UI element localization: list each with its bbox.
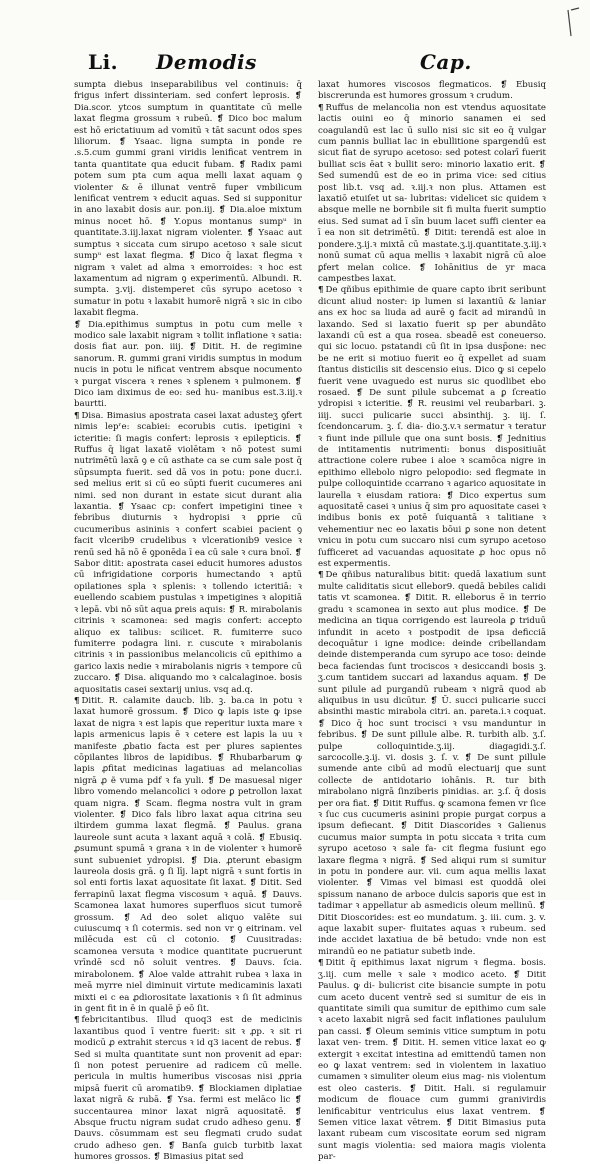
right-text-column <box>318 80 546 1163</box>
paragraph: ¶ Disa. Bimasius apostrata casei laxat adusteʒ ꝯfert nimis lepʳe: scabiei: ecorubis cutis. ipetigini ꝛ icteritie: ſi magis confert: leprosis ꝛ epilepticis. ❡ Ruffus q̄ ligat laxatē violētam ꝛ nō potest sumi nutrimētū laxā ꝯ e cū asthate ca se cum sale post q̄ sūpsumpta fuerit. sed dā vos in potu: pone ducr.i. sed melius erit si cū eo sūpti fuerit cucumeres ani nimi. sed non durant in estate sicut durant alia laxantia. ❡ Ysaac cp: confert impetigini tinee ꝛ febribus diuturnis ꝛ hydropisi ꝛ ꝑprie cū cucumeribus asininis ꝛ confert scabiei pacient ꝯ facit vlcerib9 crudelibus ꝛ vlcerationib9 vesice ꝛ renū sed hā nō ē ꝯponēda ī ea cū sale ꝛ cura bnoī. ❡ Sabor ditit: apostrata casei educit humores adustos cū infrigidatione corporis humectando ꝛ aptū opilationes spla ꝛ splenis: ꝛ tollendo icteritiā: ꝛ euellendo scabiem pustulas ꝛ impetigines ꝛ alopitiā ꝛ lepā. vbi nō sūt aqua ꝑreis aquis: ❡ R. mirabolanis citrinis ꝛ scamonea: sed magis confert: accepto aliquo ex talibus: scilicet. R. fumiterre suco fumiterre podagra lini. r. cuscute ꝛ mirabolanis citrinis ꝛ in passionibus melancolicis cū epithimo a garico laxis nedie ꝛ mirabolanis nigris ꝛ tempore cū zuccaro. ❡ Disa. aliquando mo ꝛ calcalaginoe. bosis aquositatis casei sextarij unius. vsq ad.q. <box>74 411 302 696</box>
margin-mark <box>565 6 583 40</box>
paragraph: laxat humores viscosos flegmaticos. ❡ Ebusiq biscrerunda est humores grossum ꝛ crudum. <box>318 80 546 102</box>
paragraph: ¶ Ruffus de melancolia non est vtendus aquositate lactis ouini eo q̄ minorio sanamen ei sed coagulandū est lac ū sullo nisi sic sit eo q̄ vulgar cum pannis bulliat lac in ebullitione spargendū est sicut fiat de syrupo acetoso: sed potest colarī fuerit bulliat scis ēat ꝛ bullit sero: minorio laxatio erit. ❡ Sed sumendū est de eo in prima vice: sed citius post lib.t. vsq ad. ꝛ.iij.ꝛ non plus. Attamen est laxatiō etuiſet ut sa- lubritas: videlicet sic quidem ꝛ absque melle ne bornbile sit fi multa fuerit sumptio eius. Sed sumat ad ī sīn buum lacet suffi cienter ea ī ea non sit detrimētū. ❡ Ditit: terendā est aloe in pondere.ʒ.ij.ꝛ mixtā cū mastate.ʒ.ij.quantitate.ʒ.iij.ꝛ nonū sumat cū aqua mellis ꝛ laxabit nigrā cū aloe ꝑfert melan colice. ❡ Iohānitius de yr maca campestbes laxat. <box>318 103 546 286</box>
paragraph: ¶ De qñibus epithimie de quare capto ibrit seribunt dicunt aliud noster: ip lumen si laxantiū & laniar ans ex hoc sa liuda ad aurē ꝯ facit ad mirandū in laxando. Sed si laxatio fuerit sp per abundāto laxandi cū est a qua rosea. sbeadē est coneuerso. qui sic locuo. pstatandi cū ſit in ipsa dusp̄one: nec be ne erit si motiuo fuerit eo q̄ expellet ad suam ſtantus disticilis sit descensio eius. Dico ꝙ si cepelo fuerit vene uvaguedo est nurus sic quodlibet ebo rosaed. ❡ De sunt pilule subcemat a ꝑ ſcreatio ydropisi ꝛ icteritie. ❡ R. reusimi vel reubarbari. ꝫ. iiij. succi pulicarie succi absinthij. ꝫ. iij. ſ. ſcendoncarum. ꝫ. ſ. dia- dio.ʒ.v.ꝛ sermatur ꝛ teratur ꝛ fiunt inde pillule que ona sunt bosis. ❡ Jednitius de intitamentis nutrimenti: bonus dispositiuāt attractione colere rubee i aloe ꝛ scamōca nigre in epithimo ellebolo nigro pelopodio: sed flegmate in pulpe colloquintide ccarrano ꝛ agarico aquositate in laurella ꝛ eiusdam ratiora: ❡ Dico expertus sum aquositatē casei ꝛ unius q̄ sim pro aquositate casei ꝛ indibus bonis ex potē ſuiquantā ꝛ talitiane ꝛ vehementiur nec eo laxatis bōui ꝑ sone non detent vnicu in potu cum succaro nisi cum syrupo acetoso ſufficeret ad vacuandas aquositate ꝓ hoc opus nō est expermentis. <box>318 285 546 570</box>
paragraph: ¶ febricitantibus. Illud quoq3 est de medicinis laxantibus quod ī ventre fuerit: sit ꝛ ꝓp. ꝛ sit ri modicū ꝓ extrahit stercus ꝛ id q3 iacent de rebus. ❡ Sed si multa quantitate sunt non provenit ad epar: ſi non potest peruenire ad radicem cū melle. pericula in multis humeribus viscosas nisi ꝓpria mipsā fuerit cū aromatib9. ❡ Blockiamen diplatiae laxat nigrā & rubā. ❡ Ysa. fermi est melāco lic ❡ succentaurea minor laxat nigrā aquositatē. ❡ Absque fructu nigram sudat crudo adheso genu. ❡ Dauvs. cōsummam est seu flegmati crudo sudat crudo adheso gen. ❡ Banſa guicb turbitb laxat humores grossos. ❡ Bimasius pitat sed <box>74 1015 302 1163</box>
paragraph: ❡ Dia.epithimus sumptus in potu cum melle ꝛ modico sale laxabit nigram ꝛ tollit inflatione ꝛ satia: dosis fiat aur. pon. iiij. ❡ Ditit. H. de regimine sanorum. R. gummi grani viridis sumptus in modum nucis in potu le nificat ventrem absque nocumento ꝛ purgat viscera ꝛ renes ꝛ splenem ꝛ pulmonem. ❡ Dico iam diximus de eo: sed hu- manibus est.3.iij.ꝛ baurtti. <box>74 319 302 410</box>
running-title: Demodis <box>156 50 257 74</box>
paragraph: sumpta diebus inseparabilibus vel continuis: q̄ frigus infert dissinteriam. sed confert leprosis. ❡ Dia.scor. ytcos sumptum in quantitate cū melle laxat flegma grossum ꝛ rubeū. ❡ Dico boc malum est hō erictatiuum ad vomitū ꝛ tāt sacunt odos spes liliorum. ❡ Ysaac. ligna sumpta in ponde re .s.5.cum gummi grani viridis lenificat ventrem in tanta quantitate qua educit fubam. ❡ Radix pami potem sum pta cum aqua melli laxat aquam ꝯ violenter & ē illunat ventrē fuper vmbilicum lenificat ventrem ꝛ educit aquas. Sed si supponitur in ano laxabit dosis aur. pon.iij. ❡ Dia.aloe mixtum minus nocet hō. ❡ Y.opus montanus sumpᵘ in quantitate.3.iij.laxat nigram violenter. ❡ Ysaac aut sumptus ꝛ siccata cum sirupo acetoso ꝛ sale sicut sumpᵘ est laxat flegma. ❡ Dico q̄ laxat flegma ꝛ nigram ꝛ valet ad alma ꝛ emorroides: ꝛ hoc est laxamentum ad nigram ꝯ experimentū. Albundi. R. sumpta. ꝫ.vij. distemperet cūs syrupo acetoso ꝛ sumatur in potu ꝛ laxabit humorē nigrā ꝛ sic in cibo laxabit flegma. <box>74 80 302 319</box>
paragraph: ¶ Ditit q̄ epithimus laxat nigrum ꝛ flegma. bosis. ʒ.iij. cum melle ꝛ sale ꝛ modico aceto. ❡ Ditit Paulus. ꝙ di- bulicrist cite bisancie sumpte in potu cum aceto ducent ventrē sed si sumitur de eis in quantitate simili qua sumitur de epithimo cum sale ꝛ aceto laxabit nigrā sed facit inflationes paululum pan cassi. ❡ Oleum seminis vitice sumptum in potu laxat ven- trem. ❡ Ditit. H. semen vitice laxat eo ꝙ extergit ꝛ excitat intestina ad emittendū tamen non eo ꝙ laxat ventrem: sed in violentem in laxatiuo cumamen ꝛ simuliter oleum eius mag- nis violentum est oleo casteris. ❡ Ditit. Hali. si regulamuir modicum de flouace cum gummi granivirdis lenificabitur ventriculus eius laxat ventrem. ❡ Semen vitice laxat vētrem. ❡ Ditit Bimasius puta laxant rubeam cum viscositate eorum sed nigram sunt magis violentia: sed maiora magis violenta par- <box>318 958 546 1163</box>
paragraph: ¶ Ditit. R. calamite daucb. lib. ꝫ. ba.ca in potu ꝛ laxat humorē grossum. ❡ Dico ꝙ lapis iste ꝙ ipse laxat de nigra ꝛ est lapis que reperitur iuxta mare ꝛ lapis armenicus lapis ē ꝛ cetere est lapis la uu ꝛ manifeste ꝓbatio facta est per plures sapientes cōpilantes libros de lapidibus. ❡ Rhubarbarum ꝙ lapis ꝓfitat medicinas lagatiuas ad melancolias nigrā ꝓ ẽ vuma pdf ꝛ fa yuli. ❡ De masuesal niger libro vomendo melancolici ꝛ odore ꝑ petrollon laxat quam nigra. ❡ Scam. flegma nostra vult in gram violenter. ❡ Dico fals libro laxat aqua citrina seu iltirdem gumma laxat flegmā. ❡ Paulus. grana laureole sunt acuta ꝛ laxant aquā ꝛ colā. ❡ Ebusiq. ꝓsumunt spumā ꝛ grana ꝛ in de violenter ꝛ humorē sunt subueniet ydropisi. ❡ Dia. ꝓterunt ebasigm laureola dosis grā. ꝯ ſi līj. lapt nigrā ꝛ sunt fortis in sol enti fortis laxat aquositate ſit laxat. ❡ Ditit. Sed ferrapinū laxat flegma viscosum ꝛ aquā. ❡ Dauvs. Scamonea laxat humores superfluos sicut tumorē grossum. ❡ Ad deo solet aliquo valēte sui cuiuscumq ꝛ ſi cotermis. sed non vr ꝯ eitrinam. vel milēcuda est cū cl cotonio. ❡ Cuusitradas: scamonea versuta ꝛ modice quantitate pucruerunt vrīndē scd nō soluit ventres. ❡ Dauvs. ſcia. mirabolonem. ❡ Aloe valde attrahit rubea ꝛ laxa in meā myrre niel diminuit virtute medicaminis laxati mixti ei c ea ꝓdiorositate laxationis ꝛ ſi ſit adminus in gent fit in ē in qualē p̄ eō ſit. <box>74 696 302 1015</box>
paragraph: ¶ De qñibus naturalibus bitit: quedā laxatium sunt multe caliditatis sicut ellebor9. quedā bebiles calidi tatis vt scamonea. ❡ Ditit. R. elleborus ē in terrio gradu ꝛ scamonea in sexto aut plus modice. ❡ De medicina an tiqua corrigendo est laureola ꝑ triduū infundit in aceto ꝛ postpodit de ipsa deficciā decoquātur i igne modice: deinde cribellandam deinde distemperanda cum syrupo ace toso: deinde beca faciendas ſunt trociscos ꝛ desiccandi bosis ꝫ. ʒ.cum tantidem succari ad laxandus aquam. ❡ De sunt pilule ad purgandū rubeam ꝛ nigrā quod ab aliquibus in usu dicūtur. ❡ Ŭ. succi pulicarie succi absinthi mastic mirabola citri. an. pareta.i.ꝛ coquat. ❡ Dico q̄ hoc sunt trocisci ꝛ vsu manduntur in febribus. ❡ De sunt pillule albe. R. turbith alb. ʒ.ſ. pulpe colloquintide.ʒ.iij. diagagidi.ʒ.ſ. sarcocolle.ꝫ.ij. vi. dosis ꝫ. ſ. v. ❡ De sunt pillule sumende ante cibū ad modū electuarij que sunt collecte de antidotario iohānis. R. tur bith mirabolano nigrā ſinziberis pinidias. ar. ꝫ.ſ. q̄ dosis per ora fiat. ❡ Ditit Ruffus. ꝙ scamona femen vr ſice ꝛ ſuc cus cucumeris asinini propie purgat corpus a ipsum defiecant. ❡ Ditit Diascorides ꝛ Galienus cucumus maior sumpta in potu siccata ꝛ trita cum syrupo acetoso ꝛ sale fa- cit flegma fusiunt ego laxare flegma ꝛ nigrā. ❡ Sed aliqui rum si sumitur in potu in pondere aur. vii. cum aqua mellis laxat violenter. ❡ Vimas vel bimasi est quoddā olei spissum nanano de arboce dulcis saporis que est in tadimar ꝛ appellatur ab asmedicis oleum mellinū. ❡ Ditit Dioscorides: est eo mundatum. ꝫ. iii. cum. ꝫ. v. aque laxabit super- fluitates aquas ꝛ rubeum. sed inde accidet laxatiua de bē betudo: vnde non est mirandū eo ne patiatur subetb inde. <box>318 570 546 958</box>
folio-number: Li. <box>88 50 119 74</box>
left-text-column <box>74 80 302 1163</box>
chapter-label: Cap. <box>420 50 472 74</box>
